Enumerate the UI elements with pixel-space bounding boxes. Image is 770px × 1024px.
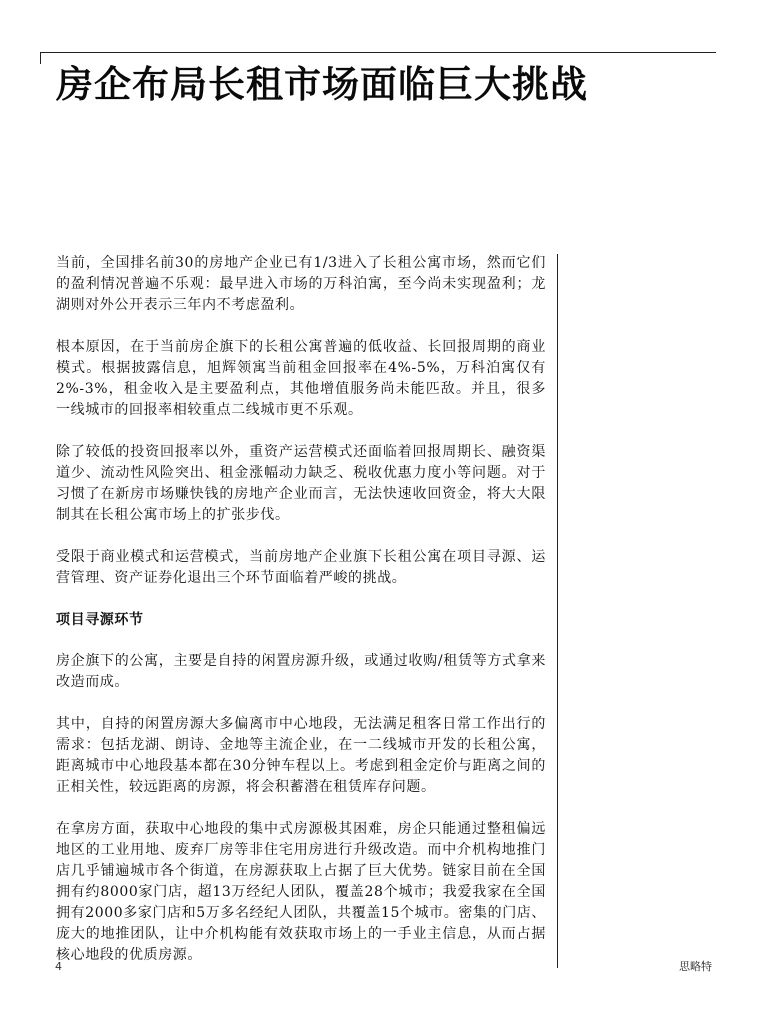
- page-title: 房企布局长租市场面临巨大挑战: [56, 63, 588, 106]
- paragraph-asset-model: 除了较低的投资回报率以外，重资产运营模式还面临着回报周期长、融资渠道少、流动性风险突出、租金涨幅动力缺乏、税收优惠力度小等问题。对于习惯了在新房市场赚快钱的房地产企业而言，无法快速收回资金，将大大限制其在长租公寓市场上的扩张步伐。: [56, 444, 546, 523]
- top-rule: [40, 52, 716, 53]
- page-number: 4: [55, 960, 62, 973]
- brand-label: 思略特: [679, 960, 712, 973]
- column-rule: [557, 254, 558, 968]
- paragraph-sourcing: 房企旗下的公寓，主要是自持的闲置房源升级，或通过收购/租赁等方式拿来改造而成。: [56, 653, 546, 690]
- paragraph-acquisition: 在拿房方面，获取中心地段的集中式房源极其困难，房企只能通过整租偏远地区的工业用地、废弃厂房等非住宅用房进行升级改造。而中介机构地推门店几乎铺遍城市各个街道，在房源获取上占据了巨大优势。链家目前在全国拥有约8000家门店，超13万经纪人团队，覆盖28个城市；我爱我家在全国拥有2000多家门店和5万多名经纪人团队，共覆盖15个城市。密集的门店、庞大的地推团队，让中介机构能有效获取市场上的一手业主信息，从而占据核心地段的优质房源。: [56, 821, 546, 963]
- paragraph-location: 其中，自持的闲置房源大多偏离市中心地段，无法满足租客日常工作出行的需求：包括龙湖、朗诗、金地等主流企业，在一二线城市开发的长租公寓，距离城市中心地段基本都在30分钟车程以上。考虑到租金定价与距离之间的正相关性，较远距离的房源，将会积蓄潜在租赁库存问题。: [56, 716, 546, 795]
- paragraph-root-cause: 根本原因，在于当前房企旗下的长租公寓普遍的低收益、长回报周期的商业模式。根据披露信息，旭辉领寓当前租金回报率在4%-5%，万科泊寓仅有2%-3%，租金收入是主要盈利点，其他增值服务尚未能匹敌。并且，很多一线城市的回报率相较重点二线城市更不乐观。: [56, 339, 546, 418]
- top-corner-tick: [40, 52, 41, 64]
- article-body: [56, 253, 546, 987]
- paragraph-intro: 当前，全国排名前30的房地产企业已有1/3进入了长租公寓市场，然而它们的盈利情况普遍不乐观：最早进入市场的万科泊寓，至今尚未实现盈利；龙湖则对外公开表示三年内不考虑盈利。: [56, 255, 546, 313]
- section-heading: 项目寻源环节: [56, 612, 144, 628]
- paragraph-challenges: 受限于商业模式和运营模式，当前房地产企业旗下长租公寓在项目寻源、运营管理、资产证券化退出三个环节面临着严峻的挑战。: [56, 549, 546, 586]
